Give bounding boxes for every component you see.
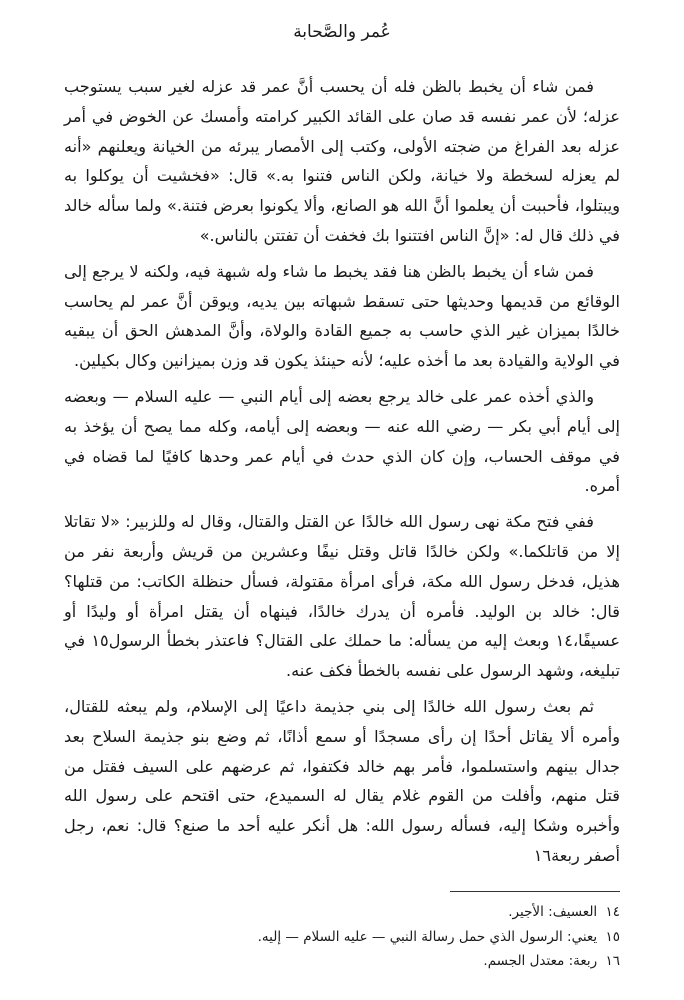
footnote-number: ١٦ [605, 953, 620, 969]
footnote-number: ١٥ [605, 928, 620, 945]
paragraph: فمن شاء أن يخبط بالظن هنا فقد يخبط ما شاء وله شبهة فيه، ولكنه لا يرجع إلى الوقائع من قديمها وحديثها حتى تسقط شبهاته بين يديه، ويوقن أنَّ عمر لم يحاسب خالدًا بميزان غير الذي حاسب به جميع القادة والولاة، وأنَّ المدهش الحق أن يبقيه في الولاية والقيادة بعد ما أخذه عليه؛ لأنه حينئذ يكون قد وزن بميزانين وكال بكيلين. [64, 261, 620, 371]
paragraph: ففي فتح مكة نهى رسول الله خالدًا عن القتل والقتال، وقال له وللزبير: «لا تقاتلا إلا من قاتلكما.» ولكن خالدًا قاتل وقتل نيفًا وعشرين من قريش وأربعة نفر من هذيل، فدخل رسول الله مكة، فرأى امرأة مقتولة، فسأل حنظلة الكاتب: من قتلها؟ قال: خالد بن الوليد. فأمره أن يدرك خالدًا، فينهاه أن يقتل امرأة أو وليدًا أو عسيفًا،١٤ وبعث إليه من يسأله: ما حملك على القتال؟ فاعتذر بخطأ الرسول١٥ في تبليغه، وشهد الرسول على نفسه بالخطأ فكف عنه. [64, 512, 620, 681]
paragraph: ثم بعث رسول الله خالدًا إلى بني جذيمة داعيًا إلى الإسلام، ولم يبعثه للقتال، وأمره ألا يقاتل أحدًا إن رأى مسجدًا أو سمع أذانًا، ثم وضع بنو جذيمة السلاح بعد جدال بينهم واستسلموا، فأمر بهم خالد فكتفوا، ثم عرضهم على السيف فقتل من قتل منهم، وأفلت من القوم غلام يقال له السميدع، حتى اقتحم على رسول الله وأخبره وشكا إليه، فسأله رسول الله: هل أنكر عليه أحد ما صنع؟ قال: نعم، رجل أصفر ربعة١٦ [64, 696, 620, 865]
footnote [64, 900, 620, 925]
footnote-number: ١٤ [605, 904, 620, 920]
running-header: عُمر والصَّحابة [293, 22, 391, 42]
paragraph: فمن شاء أن يخبط بالظن فله أن يحسب أنَّ عمر قد عزله لغير سبب يستوجب عزله؛ لأن عمر نفسه قد صان على القائد الكبير كرامته وأمسك عن الخوض في أمر عزله بعد الفراغ من ضجته الأولى، وكتب إلى الأمصار يبرئه من الخيانة ويعلنهم «أنه لم يعزله لسخطة ولا خيانة، ولكن الناس فتنوا به.» قال: «فخشيت أن يوكلوا به ويبتلوا، فأحببت أن يعلموا أنَّ الله هو الصانع، وألا يكونوا بعرض فتنة.» ولما سأله خالد في ذلك قال له: «إنَّ الناس افتتنوا بك فخفت أن تفتتن بالناس.» [64, 77, 620, 245]
footnote-text: العسيف: الأجير. [508, 904, 598, 920]
paragraph: والذي أخذه عمر على خالد يرجع بعضه إلى أيام النبي — عليه السلام — وبعضه إلى أيام أبي بكر — رضي الله عنه — وبعضه إلى أيامه، وكله مما يصح أن يؤخذ به في موقف الحساب، وإن كان الذي حدث في أيام عمر وحدها كافيًا لما قضاه في أمره. [64, 386, 620, 496]
footnote [64, 949, 620, 974]
footnote [64, 925, 620, 950]
footnotes [64, 900, 620, 974]
footnote-divider [450, 891, 620, 892]
footnote-text: ربعة: معتدل الجسم. [483, 953, 598, 969]
footnote-text: يعني: الرسول الذي حمل رسالة النبي — عليه السلام — إليه. [257, 928, 598, 945]
main-text [64, 72, 620, 877]
